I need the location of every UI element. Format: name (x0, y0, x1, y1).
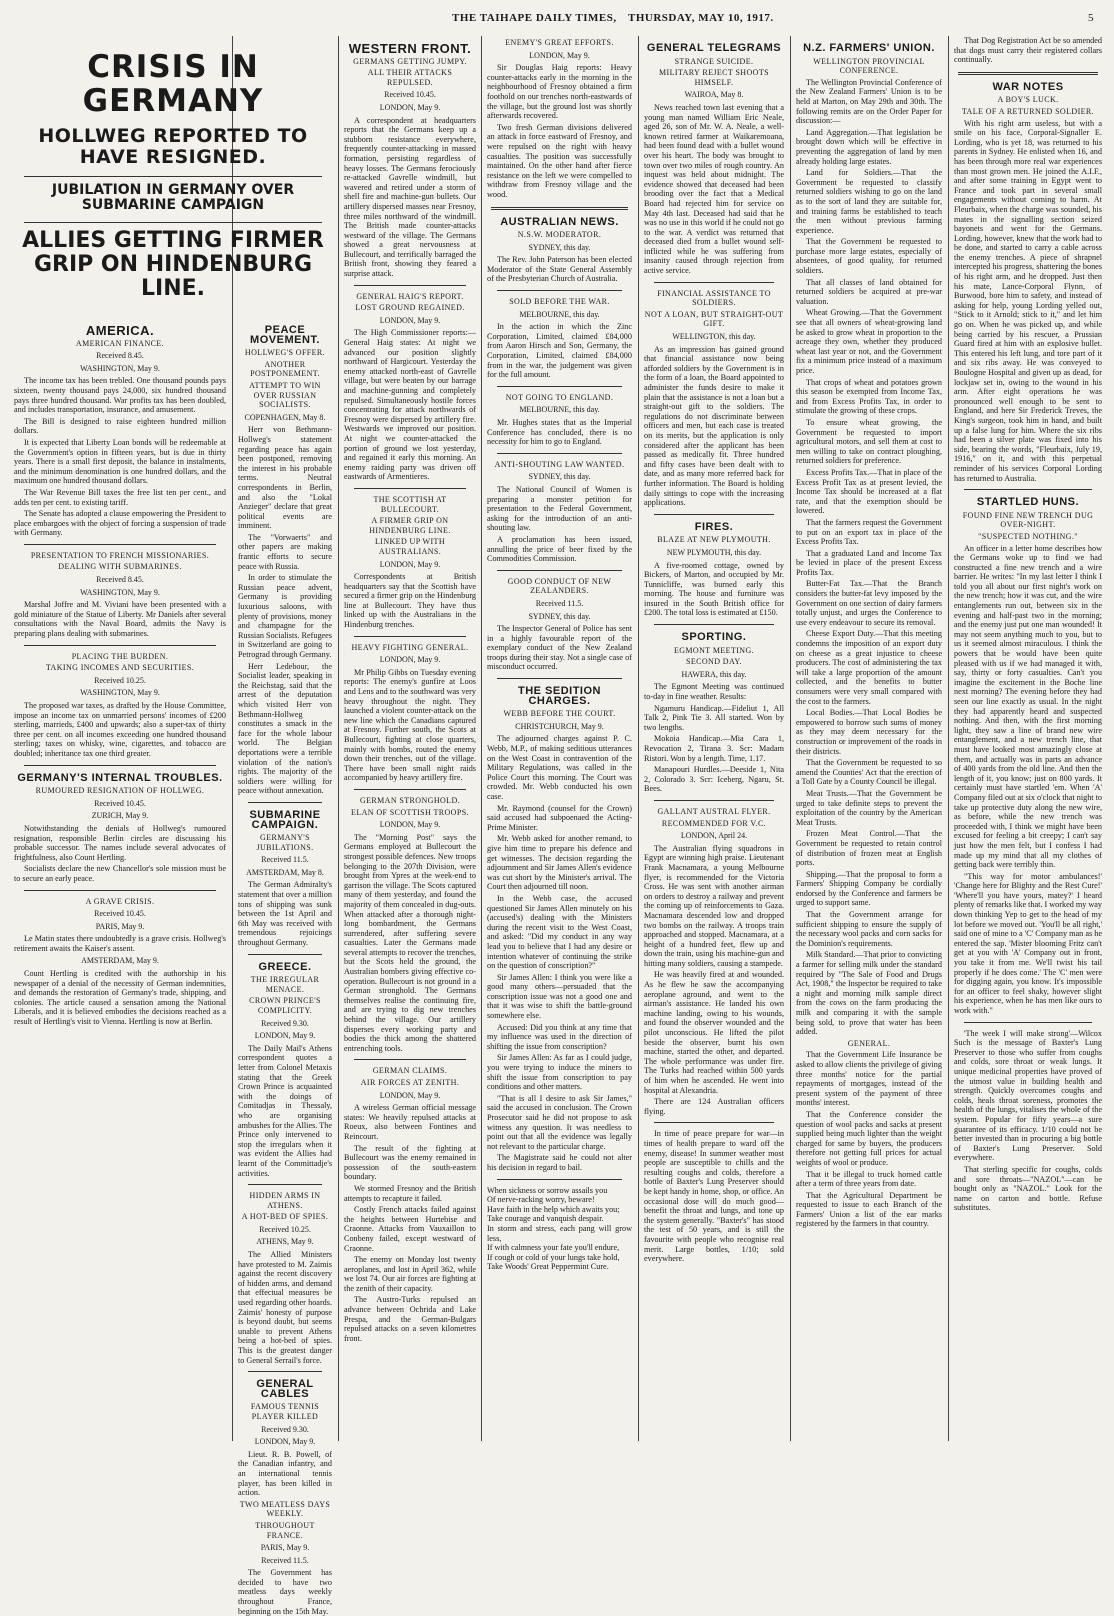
article-subheading: LINKED UP WITH AUSTRALIANS. (374, 537, 446, 556)
article-heading-sedition: THE SEDITION CHARGES. (517, 685, 601, 707)
article-heading-australian: AUSTRALIAN NEWS. (500, 215, 619, 228)
headline-deck-3: ALLIES GETTING FIRMER GRIP ON HINDENBURG LINE. (22, 227, 324, 302)
article-paragraph: It is expected that Liberty Loan bonds will be redeemable at the Government's option in fifteen years, but is due in thirty years. There is a small first deposit, the balance in instalments, and the minimum denomination is one hundred dollars, and the maximum one hundred thousand dollars. (14, 437, 226, 486)
dateline: LONDON, May 9. (379, 655, 441, 665)
article-paragraph: The Government has decided to have two meatless days weekly throughout France, beginning on the 15th May. (238, 1568, 332, 1616)
article-paragraph: A correspondent at headquarters reports that the Germans keep up a stubborn resistance everywhere, frequently counter-attacking in massed formation, persisting regardless of heavy losses. The Germans ferociously re-attacked Gavrelle windmill, but wavered and retired under a storm of shell fire and machine-gun bullets. Our artillery dispersed masses near Fresnoy, three miles northward of the windmill. The British made counter-attacks westward of the village. The Germans showed a great nervousness at Bullecourt, and terrifically barraged the British front, showing they feared a surprise attack. (344, 115, 476, 279)
article-subheading: N.S.W. MODERATOR. (517, 230, 602, 240)
poem-line: Of nerve-racking worry, beware! (487, 1195, 595, 1205)
page-number: 5 (1088, 12, 1094, 24)
dateline: ATHENS, May 9. (256, 1237, 314, 1247)
article-subheading: HOLLWEG'S OFFER. (244, 348, 326, 358)
poem-line: Have faith in the help which awaits you; (487, 1204, 620, 1214)
article-heading-fighting: HEAVY FIGHTING GENERAL. (351, 642, 469, 652)
dateline: ZURICH, May 9. (91, 811, 149, 821)
dateline: AMSTERDAM, May 8. (246, 867, 324, 877)
article-paragraph: Lieut. R. B. Powell, of the Canadian infantry, and an international tennis player, has been killed in action. (238, 1449, 332, 1498)
article-heading-farmers: N.Z. FARMERS' UNION. (803, 42, 935, 54)
dateline: LONDON, May 9. (379, 559, 441, 569)
poem-line: If cough or cold of your lungs take hold, (487, 1252, 620, 1262)
article-paragraph: The result of the fighting at Bullecourt was the enemy remained in possession of the south-eastern boundary. (344, 1143, 476, 1182)
divider (354, 789, 466, 790)
article-heading-stronghold: GERMAN STRONGHOLD. (359, 795, 461, 805)
article-heading-telegrams: GENERAL TELEGRAMS (646, 42, 782, 54)
dateline: LONDON, April 24. (680, 831, 748, 841)
received-time: Received 8.45. (96, 351, 144, 361)
article-paragraph: That crops of wheat and potatoes grown this season be exempted from Income Tax, and from Excess Profits Tax, in order to stimulate the growing of these crops. (796, 377, 942, 416)
received-time: Received 10.45. (94, 798, 146, 808)
article-paragraph: Milk Standard.—That prior to convicting a farmer for selling milk under the standard required by "The Sale of Food and Drugs Act, 1908," the Inspector be required to take a night and morning milk sample direct from the cows on the farm producing the milk and comparing it with the sample being sold, to prove that water has been added. (796, 950, 942, 1037)
poem-line: When sickness or sorrow assails you (487, 1185, 608, 1195)
poem-line: In storm and stress, each pang will grow less, (487, 1223, 632, 1243)
poem-line: Take courage and vanquish despair. (487, 1214, 604, 1224)
article-paragraph: Accused: Did you think at any time that my influence was used in the direction of shifting the issue from conscription? (487, 1022, 632, 1051)
article-paragraph: The Wellington Provincial Conference of the New Zealand Farmers' Union is to be held at Marton, on May 29th and 30th. The following remits are on the Order Paper for discussion:— (796, 77, 942, 126)
article-paragraph: That it be illegal to truck horned cattle after a term of three years from date. (796, 1169, 942, 1189)
article-subheading: ELAN OF SCOTTISH TROOPS. (351, 807, 469, 817)
article-paragraph: In the action in which the Zinc Corporation, Limited, claimed £84,000 from Aaron Hirsch and Son, Germany, the Corporation, Limited, claimed £84,000 from in the war, the judgement was given for the full amount. (487, 322, 632, 380)
received-time: Received 11.5. (535, 598, 584, 608)
article-heading-haig: GENERAL HAIG'S REPORT. (356, 291, 464, 301)
article-heading-sold: SOLD BEFORE THE WAR. (509, 297, 610, 307)
column-rule (638, 36, 639, 1441)
article-heading-burden: PLACING THE BURDEN. (71, 651, 169, 661)
poem-line: If with calmness your fate you'll endure, (487, 1243, 620, 1253)
dateline: LONDON, May 9. (529, 50, 590, 60)
dateline: LONDON, May 9. (379, 1090, 441, 1100)
article-paragraph: We stormed Fresnoy and the British attempts to recapture it failed. (344, 1183, 476, 1203)
article-paragraph: Shipping.—That the proposal to form a Farmers' Shipping Company be cordially endorsed by the Conference and farmers be urged to support same. (796, 869, 942, 908)
dateline: HAWERA, this day. (681, 669, 747, 679)
article-heading-grave: A GRAVE CRISIS. (85, 896, 155, 906)
article-subheading: AMERICAN FINANCE. (75, 338, 165, 348)
received-time: Received 11.5. (261, 1555, 309, 1565)
article-heading-enemy: ENEMY'S GREAT EFFORTS. (505, 38, 614, 47)
article-paragraph: Ngamuru Handicap.—Fideliut 1, All Talk 2, Pink Tie 3. All started. Won by two lengths. (644, 703, 784, 732)
article-paragraph: Sir James Allen: I think you were like a good many others—persuaded that the conscription issue was not a good one and that it was wise to shift the battle-ground somewhere else. (487, 972, 632, 1021)
article-paragraph: Count Hertling is credited with the authorship in his newspaper of a denial of the necessity of German indemnities, and demands the restoration of Germany's trade, shipping, and colonies. The article caused a sensation among the National Liberals, and it is believed embodies the decisions reached as a result of Hertling's visit to Vienna. Hertling is now at Berlin. (14, 969, 226, 1027)
dateline: LONDON, May 9. (254, 1437, 316, 1447)
article-subheading: BLAZE AT NEW PLYMOUTH. (657, 535, 771, 545)
article-paragraph: The income tax has been trebled. One thousand pounds pays sixteen, twenty thousand pays 24,000, six hundred thousand pays three hundred thousand. War profits tax has been doubled, and includes transportation, insurance, and amusement. (14, 376, 226, 415)
article-heading-peace: PEACE MOVEMENT. (250, 324, 320, 346)
article-paragraph: The proposed war taxes, as drafted by the House Committee, impose an income tax on unmarried persons' incomes of £200 sterling, marrieds, £400 and upwards; also a super-tax of thirty three per cent. on all incomes exceeding one hundred thousand sterling; taxes on whisky, wine, cigarettes, and tobacco are doubled; inheritance tax one third greater. (14, 701, 226, 758)
article-paragraph: The Bill is designed to raise eighteen hundred million dollars. (14, 416, 226, 436)
divider (654, 514, 774, 515)
article-subheading: ANOTHER POSTPONEMENT. (250, 359, 320, 379)
dateline: WASHINGTON, May 9. (80, 363, 160, 373)
article-subheading: GENERAL. (847, 1038, 891, 1048)
article-paragraph: Excess Profits Tax.—That in place of the Excess Profit Tax as at present levied, the Income Tax should be increased at a flat rate, and that the exemption should be lowered. (796, 467, 942, 516)
newspaper-title: THE TAIHAPE DAILY TIMES, (452, 12, 617, 24)
article-paragraph: Herr von Bethmann-Hollweg's statement regarding peace has again been postponed, removing the interest in his probable terms. Neutral correspondents in Berlin, and also the "Lokal Anzieger" declare that great political events are imminent. (238, 425, 332, 531)
article-heading-claims: GERMAN CLAIMS. (372, 1066, 448, 1076)
headline-deck-2: JUBILATION IN GERMANY OVER SUBMARINE CAMPAIGN (51, 181, 295, 214)
article-subheading: GERMANY'S JUBILATIONS. (256, 833, 314, 852)
received-time: Received 10.45. (384, 90, 436, 100)
article-subheading: "SUSPECTED NOTHING." (978, 531, 1078, 541)
article-paragraph: The "Morning Post" says the Germans employed at Bullecourt the strongest possible defences. New troops belonging to the 207th Division, were brought from Ypres at the week-end to garrison the village. The Scots captured many of them yesterday, and found the majority of them concealed in dug-outs. When attacked after a thorough night-long bombardment, the Germans surrendered, after suffering severe casualties. Later the Germans made several attempts to recover the trenches, but the Scots held the ground, the Australian bombers giving effective co-operation. Bullecourt is not ground in a German stronghold. The Germans themselves realise the continuing fire, and are trying to dig new trenches behind the village. Our artillery disperses every working party and bodies the thick among the shattered entrenching tools. (344, 832, 476, 1053)
article-heading-scottish: THE SCOTTISH AT BULLECOURT. (373, 494, 447, 514)
article-paragraph: The War Revenue Bill taxes the free list ten per cent., and adds ten per cent. to existing tariff. (14, 487, 226, 507)
article-paragraph: Mr. Hughes states that as the Imperial Conference has concluded, there is no necessity for him to go to England. (487, 418, 632, 447)
headline-deck-1: HOLLWEG REPORTED TO HAVE RESIGNED. (38, 125, 308, 169)
article-paragraph: In order to stimulate the Russian peace advent, Germany is providing luxurious saloons, with plenty of provisions, money and champagne for the Russian Socialists. Refugees in Switzerland are going to Petrograd through Germany. (238, 573, 332, 659)
article-paragraph: "This way for motor ambulances!' 'Change here for Blighty and the Rest Cure!' 'Where'll you have yours, matey?' I heard plenty of remarks like that. I worked my way down thinking Yep to get to the head of my lot before we moved out. 'You'll be all right,' said one of mine to a 'C' Company man as he entered the sap. 'Mister blooming Fritz can't get at you with 'A' Company out in front, you take it from me. We'll twist his tail properly if he does come.' The 'C' men were for digging again, you know. It's impossible for an officer to feel shaky, however slight his experience, when he has men like ours to work with." (954, 871, 1103, 1015)
dateline: COPENHAGEN, May 8. (244, 412, 326, 422)
article-heading-flyer: GALLANT AUSTRAL FLYER. (657, 806, 771, 816)
article-paragraph: That the Government be requested to purchase more large estates, especially of absentees, of good quality, for returned soldiers. (796, 237, 942, 276)
article-paragraph: Notwithstanding the denials of Hollweg's rumoured resignation, responsible Berlin circles are discussing his probable successor. The names include several advocates of frightfulness, also Count Hertling. (14, 823, 226, 862)
dateline: WAIROA, May 8. (684, 90, 744, 100)
article-paragraph: The Inspector General of Police has sent in a highly favourable report of the exemplary conduct of the New Zealand troops during their stay. Not a single case of misconduct occurred. (487, 624, 632, 672)
article-heading-sporting: SPORTING. (681, 631, 747, 644)
article-paragraph: The Magistrate said he could not alter his decision in regard to bail. (487, 1153, 632, 1172)
article-paragraph: The Daily Mail's Athens correspondent quotes a letter from Colonel Metaxis stating that the Greek Crown Prince is acquainted with the doings of Comitadjas in Thessaly, who are organising ambushes for the Allies. The Prince only intervened to stop the irregulars when it was evident the Allies had learnt of the Committadje's activities. (238, 1043, 332, 1178)
dateline: LONDON, May 9. (379, 820, 441, 830)
advert-paragraph: 'The week I will make strong'—Wilcox Such is the message of Baxter's Lung Preserver to those who suffer from coughs and colds, sore throat or weak lungs. It unique medicinal properties have proved of the utmost value in building health and strength. Quickly overcomes coughs and colds, heals throat soreness, promotes the health of the lungs, vitalises the whole of the system. Popular for fifty years—a sure guarantee of its efficacy. 1/10 could not be better invested than in procuring a big bottle of Baxter's Lung Preserver. Sold everywhere. (954, 1028, 1102, 1163)
article-paragraph: The adjourned charges against P. C. Webb, M.P., of making seditious utterances on the West Coast in contravention of the Military Regulations, was called in the Police Court this morning. The Court was crowded. Mr. Webb conducted his own case. (487, 734, 632, 801)
article-subheading: A FIRMER GRIP ON HINDENBURG LINE. (369, 516, 451, 535)
article-paragraph: Sir James Allen: As far as I could judge, you were trying to induce the miners to shift the issue from conscription to pay conditions and other matters. (487, 1053, 632, 1092)
article-paragraph: News reached town last evening that a young man named William Eric Neale, aged 26, son of Mr. W. A. Neale, a well-known retired farmer at Waikaremoana, had been found dead with a bullet wound over his heart. The body was brought to town over two miles of rough country. An inquest was held about midnight. The evidence showed that deceased had been brooding over the fact that a Medical Board had rejected him for service on May 4th last. Deceased had said that he was no use in this world if he could not go to the war. A verdict was returned that deceased died from a bullet wound self-inflicted while he was suffering from insanity caused through rejection from active service. (644, 102, 784, 276)
article-paragraph: The Austro-Turks repulsed an advance between Ochrida and Lake Prespa, and the German-Bulgars repulsed attacks on a seven kilometres front. (344, 1295, 476, 1343)
article-paragraph: Local Bodies.—That Local Bodies be empowered to borrow such sums of money as they may deem necessary for the construction or improvement of the roads in their districts. (796, 708, 942, 756)
article-paragraph: Mr. Raymond (counsel for the Crown) said accused had subpoenaed the Acting-Prime Minister. (487, 803, 632, 832)
article-paragraph: That the Government Life Insurance be asked to allow clients the privilege of giving three months' notice for the partial repayments of mortgages, instead of the present system of the payment of three months' interest. (796, 1050, 942, 1108)
dateline: SYDNEY, this day. (528, 472, 591, 482)
main-headline: CRISIS IN GERMANY (82, 49, 264, 120)
article-paragraph: Herr Ledebour, the Socialist leader, speaking in the Reichstag, said that the arrest of the deputation which visited Herr von Bethmann-Hollweg constitutes a smack in the face for the whole labour world. The Belgian deportations were a terrible violation of the nation's rights. The majority of the soldiers were willing for peace without annexation. (238, 661, 332, 796)
article-paragraph: That the Agricultural Department be requested to issue to each Branch of the Farmers' Union a list of the ear marks registered by the farmers in that country. (796, 1190, 942, 1229)
article-paragraph: That the farmers request the Government to put on an export tax in place of the Excess Profits Tax. (796, 517, 942, 547)
article-paragraph: Socialists declare the new Chancellor's sole mission must be to secure an early peace. (14, 864, 226, 883)
article-paragraph: The High Commissioner reports:—General Haig states: At night we advanced our position slightly northward of Hargicourt. Yesterday the enemy attacked north-east of Gavrelle village, but were beaten by our barrage and machine-gunning and completely repulsed. Simultaneously hostile forces concentrating for attack northwards of Fresnoy were dispersed by artillery fire. Westwards we improved our position. At night we counter-attacked the portion of ground we lost yesterday, and regained it early this morning. An enemy raiding party was driven off eastwards of Armentieres. (344, 328, 476, 482)
dateline: PARIS, May 9. (95, 921, 145, 931)
article-paragraph: In the Webb case, the accused questioned Sir James Allen minutely on his (accused's) dealing with the Ministers during the recent visit to the West Coast, and asked: "Did my conduct in any way lead you to believe that I had any desire or intention whatever of continuing the strike on the question of conscription?" (487, 893, 632, 971)
dateline: SYDNEY, this day. (528, 242, 591, 252)
article-paragraph: The Senate has adopted a clause empowering the President to place embargoes with the object of forcing a suspension of trade with Germany. (14, 509, 226, 538)
article-heading-missionaries: PRESENTATION TO FRENCH MISSIONARIES. (30, 550, 210, 560)
article-paragraph: A five-roomed cottage, owned by Bickers, of Marton, and occupied by Mr. Tunnicliffe, was burned early this morning. The house and furniture was insured in the South British office for £200. The total loss is estimated at £150. (644, 560, 784, 618)
column-4 (487, 36, 632, 1441)
divider (964, 489, 1092, 490)
article-subheading: ATTEMPT TO WIN OVER RUSSIAN SOCIALISTS. (249, 380, 321, 410)
article-paragraph: The National Council of Women is preparing a monster petition for presentation to the Federal Government, asking for the introduction of an anti-shouting law. (487, 484, 632, 533)
article-paragraph: The Egmont Meeting was continued to-day in fine weather. Results: (644, 682, 784, 702)
article-paragraph: An officer in a letter home describes how the Germans woke up to find we had constructed a fine new trench and a wire barrier. He writes: "In my last letter I think I told you all about our first night's work on the new trench; how it was cut, and the wire entanglements run out, between six in the evening and half-past two in the morning; and the enemy just put one man wounded! It may not seem anything much to you, but to us it seemed almost miraculous. I think the powers that be would have been quite pleased with us if we had managed it with, say, thirty or forty casualties. Can't you imagine the excitement in the Boche line next morning? The evening before they had seen our line exactly as usual. In the night they had apparently heard and suspected nothing. And then, with the first morning light, they saw a line of brand new wire entanglement, and a new trench line, that must have looked most amazingly close at them, and actually was in parts an advance of 400 yards from the old line. And then the length of it, you know; just on 800 yards. It certainly must have startled 'em. When 'A' Company filed out at six o'clock that night to take up protective duty along the new wire, as before, while the new trench was proceeded with, I think we might have been excused for feeling a bit creepy; I can't say just how the men felt, but I confess I had made up my mind that all my clothes of getting back were terribly thin. (954, 543, 1102, 870)
article-subheading: SECOND DAY. (686, 657, 742, 667)
article-subheading: THROUGHOUT FRANCE. (255, 1520, 315, 1540)
received-time: Received 9.30. (261, 1424, 309, 1434)
column-rule (790, 36, 791, 1441)
article-heading-western: WESTERN FRONT. (348, 41, 472, 56)
article-paragraph: The Allied Ministers have protested to M. Zaimis against the recent discovery of hidden arms, and demand that effectual measures be used regarding other hoards. Zaimis' honesty of purpose is beyond doubt, but seems unable to prevent Athens being a hot-bed of spies. This is the greatest danger to General Serrail's force. (238, 1250, 332, 1365)
column-5 (644, 36, 784, 1441)
article-paragraph: The enemy on Monday lost twenty aeroplanes, and lost in April 362, while we lost 74. Our air forces are fighting at the zenith of their capacity. (344, 1255, 476, 1293)
article-paragraph: Cheese Export Duty.—That this meeting condemns the imposition of an export duty on cheese as a great injustice to cheese producers. The cost of administering the tax will take a large proportion of the amount collected, and the benefits to butter consumers were very small compared with the cost to the farmers. (796, 629, 942, 706)
article-subheading: CROWN PRINCE'S COMPLICITY. (249, 996, 321, 1015)
dateline: MELBOURNE, this day. (519, 309, 600, 319)
article-paragraph: With his right arm useless, but with a smile on his face, Corporal-Signaller E. Lording, who is yet 18, was returned to his parents in Sydney. He enlisted when 16, and has been through more real war experiences than most grown men. He joined the A.I.F., and after some training in Egypt went to France and took part in several small engagements without coming to harm. At Fleurbaix, when the charge was sounded, his mates in the signalling section seized bayonets and went for the Germans. Lording, however, knew that the work had to be done, and started to carry a cable across the enemy trenches. A piece of shrapnel intercepted his progress, shattering the bones of his right arm, and he dropped. Just then his mate, Lance-Corporal Flynn, of Burwood, bore him to safety, and instead of asking for help, young Lording yelled out, "Stick to it Arnold; stick to it," and let him go on. When he was picked up, and while being carried by his rescuer, a Prussian Guard fired at him with an explosive bullet. This entered his left lung, and tore part of it and six ribs away. He was conveyed to Boulogne Hospital and given up as dead, for lockjaw set in, owing to the wound in his arm. After eight operations he was pronounced well enough to be sent to England, and here Sir Frederick Treves, the King's surgeon, took him in hand, and built up a false lung for him. Where the six ribs had been a silver plate was fixed into his side, bearing the words, "Fleurbaix, July 19, 1916," on it, and with this perpetual reminder of his services Corporal Lording has returned to Australia. (954, 118, 1102, 483)
article-heading-submarine: SUBMARINE CAMPAIGN. (249, 808, 321, 831)
advert-paragraph: In time of peace prepare for war—in times of health prepare to ward off the enemy, disease! In summer weather most people are susceptible to chills and the resulting coughs and colds, therefore a bottle of Baxter's Lung Preserver should be kept handy in home, shop, or office. An occasional dose will do much good—benefit the throat and lungs, and tone up the system generally. "Baxter's" has stood the test of 50 years, and is still the favourite with people who recognise real merit. Large bottles, 1/10; sold everywhere. (644, 1129, 784, 1264)
article-subheading: EGMONT MEETING. (673, 645, 755, 655)
divider (24, 645, 216, 646)
article-heading-fires: FIRES. (694, 520, 734, 533)
article-subheading: DEALING WITH SUBMARINES. (58, 562, 182, 572)
divider (354, 636, 466, 637)
divider (654, 282, 774, 283)
article-paragraph: A proclamation has been issued, annulling the price of beer fixed by the Commodities Commission. (487, 534, 632, 564)
article-paragraph: The Australian flying squadrons in Egypt are winning high praise. Lieutenant Frank Macnamara, a young Melbourne flyer, is recommended for the Victoria Cross. He was sent with another airman on orders to destroy a railway and prevent the coming up of reinforcements to Gaza. Macnamara descended low and dropped two bombs on the railway. A troops train approached and stopped. Macnamara, at a height of a hundred feet, flew up and down the train, using his machine-gun and hitting many soldiers, causing a stampede. (644, 843, 784, 968)
article-heading-internal: GERMANY'S INTERNAL TROUBLES. (17, 771, 223, 784)
article-paragraph: That all classes of land obtained for returned soldiers be acquired at pre-war valuation. (796, 277, 942, 306)
column-6 (796, 36, 942, 1441)
column-rule (481, 36, 482, 1441)
dateline: WELLINGTON, this day. (672, 332, 756, 342)
article-paragraph: Two fresh German divisions delivered an attack in force eastward of Fresnoy, and were repulsed on the right with heavy casualties. The position was successfully maintained. On the other hand after fierce resistance on the left we were compelled to withdraw from Fresnoy village and the wood. (487, 122, 632, 199)
issue-date: THURSDAY, MAY 10, 1917. (628, 12, 774, 24)
dateline: LONDON, May 9. (379, 315, 441, 325)
article-subheading: GERMANS GETTING JUMPY. (353, 56, 467, 66)
article-heading-meatless: TWO MEATLESS DAYS WEEKLY. (239, 1499, 331, 1519)
front-banner (14, 36, 332, 302)
article-heading-huns: STARTLED HUNS. (976, 496, 1080, 509)
dateline: CHRISTCHURCH, May 9. (515, 721, 604, 731)
dateline: PARIS, May 9. (260, 1543, 310, 1553)
divider (354, 1059, 466, 1060)
article-paragraph: "That is all I desire to ask Sir James," said the accused in conclusion. The Crown Prosecutor said he did not propose to ask witness any question. It was needless to point out that all the evidence was legally not relevant to the particular charge. (487, 1093, 632, 1151)
column-2 (238, 318, 332, 1616)
article-subheading: FOUND FINE NEW TRENCH DUG OVER-NIGHT. (962, 510, 1094, 530)
poem-line: Take Woods' Great Peppermint Cure. (487, 1262, 609, 1272)
article-paragraph: Frozen Meat Control.—That the Government be requested to retain control of distribution of frozen meat at English ports. (796, 829, 942, 868)
article-paragraph: Wheat Growing.—That the Government see that all owners of wheat-growing land be asked to grow wheat in proportion to the acreage they own, whether they produced wheat last year or not, and the Government fix a minimum price instead of a maximum price. (796, 308, 942, 375)
article-paragraph: Le Matin states there undoubtedly is a grave crisis. Hollweg's retirement awaits the Kaiser's assent. (14, 934, 226, 953)
article-paragraph: Mokoia Handicap.—Mia Cara 1, Revocation 2, Tirana 3. Scr: Madam Ristori. Won by a length. Time, 1.17. (644, 734, 784, 763)
column-rule (948, 36, 949, 1441)
article-heading-financial: FINANCIAL ASSISTANCE TO SOLDIERS. (657, 288, 771, 308)
article-subheading: WEBB BEFORE THE COURT. (503, 709, 616, 719)
article-paragraph: Costly French attacks failed against the heights between Hurtebise and Craonne. Attacks from Vauxaillon to Conbeny failed, except westward of Craonne. (344, 1205, 476, 1253)
article-paragraph: That Dog Registration Act be so amended that dogs must carry their registered collars continually. (954, 36, 1102, 65)
article-subheading: RECOMMENDED FOR V.C. (661, 818, 767, 828)
divider (248, 1184, 322, 1185)
divider (248, 802, 322, 803)
article-paragraph: That the Government arrange for sufficient shipping to ensure the supply of the necessary wool packs and corn sacks for the Dominion's requirements. (796, 910, 942, 948)
article-subheading: A HOT-BED OF SPIES. (241, 1212, 329, 1222)
advert-paragraph: That sterling specific for coughs, colds and sore throats—"NAZOL"—can be bought only as "NAZOL." Look for the name on carton and bottle. Refuse substitutes. (954, 1164, 1102, 1213)
article-paragraph: He was heavily fired at and wounded. As he flew he saw the accompanying aeroplane aground, and went to the airman's assistance. He landed his own machine landing, owing to his wounds, and found the observer wounded and the pilot unconscious. He lifted the pilot beside the observer, burnt his own machine, started the other, and departed. The whole performance was under fire. The Turks had reached within 500 yards of him when he ascended. He went into hospital at Alexandria. (644, 970, 784, 1095)
article-heading-greece: GREECE. (258, 960, 312, 973)
divider (354, 285, 466, 286)
article-paragraph: Correspondents at British headquarters say that the Scottish have secured a firmer grip on the Hindenburg line at Bullecourt. They have thus linked up with the Australians in the Hindenburg trenches. (344, 572, 476, 630)
column-7 (954, 36, 1102, 1441)
divider (497, 678, 622, 679)
article-paragraph: The Rev. John Paterson has been elected Moderator of the State General Assembly of the Presbyterian Church of Australia. (487, 255, 632, 284)
article-subheading: LOST GROUND REGAINED. (355, 303, 465, 313)
article-paragraph: Marshal Joffre and M. Viviani have been presented with a gold miniature of the Statue of Liberty. Mr Daniels after several consultations with the Naval Board, admits the Navy is preparing plans dealing with submarines. (14, 600, 226, 639)
divider (958, 72, 1098, 75)
article-heading-shouting: ANTI-SHOUTING LAW WANTED. (494, 459, 625, 469)
article-heading-england: NOT GOING TO ENGLAND. (505, 392, 614, 402)
column-1 (14, 318, 226, 1441)
dateline: NEW PLYMOUTH, this day. (666, 547, 762, 557)
article-heading-warnotes: WAR NOTES (992, 80, 1064, 93)
article-paragraph: Land for Soldiers.—That the Government be requested to classify returned soldiers wishing to go on the land as to the sort of land they are suitable for, and training farms be established to teach the men without previous farming experience. (796, 168, 942, 235)
masthead (0, 8, 1114, 28)
article-subheading: A BOY'S LUCK. (997, 95, 1059, 105)
article-heading-america: AMERICA. (85, 323, 155, 338)
article-paragraph: That the Government be requested to so amend the Counties' Act that the erection of a Toll Gate by a County Council be illegal. (796, 758, 942, 787)
divider (248, 1371, 322, 1372)
article-paragraph: To ensure wheat growing, the Government be requested to import agricultural motors, and sell them at cost to men willing to take on contract ploughing, returned soldiers for preference. (796, 417, 942, 466)
article-paragraph: Sir Douglas Haig reports: Heavy counter-attacks early in the morning in the neighbourhood of Fresnoy obtained a firm foothold on our trenches north-eastwards of the village, but the ground lost was shortly afterwards recovered. (487, 63, 632, 121)
article-subheading: AIR FORCES AT ZENITH. (360, 1078, 460, 1087)
column-3 (344, 36, 476, 1441)
article-subheading: STRANGE SUICIDE. (674, 56, 754, 66)
article-paragraph: The "Vorwaerts" and other papers are making frantic efforts to secure peace with Russia. (238, 532, 332, 571)
divider (654, 624, 774, 625)
divider (24, 222, 322, 223)
dateline: LONDON, May 9. (379, 102, 441, 112)
article-paragraph: Land Aggregation.—That legislation be brought down which will be effective in preventing the aggregation of land by men already holding large estates. (796, 127, 942, 166)
divider (491, 207, 628, 210)
divider (497, 290, 622, 291)
divider (24, 544, 216, 545)
article-paragraph: That a graduated Land and Income Tax be levied in place of the present Excess Profits Tax. (796, 548, 942, 577)
article-subheading: NOT A LOAN, BUT STRAIGHT-OUT GIFT. (644, 309, 784, 329)
article-paragraph: Mr. Webb asked for another remand, to give him time to prepare his defence and get witnesses. The decision regarding the adjournment and Sir James Allen's evidence was cut short by the Minister's arrival. The Court then adjourned till noon. (487, 834, 632, 892)
article-subheading: FAMOUS TENNIS PLAYER KILLED (250, 1402, 320, 1421)
divider (654, 800, 774, 801)
article-paragraph: The German Admiralty's statement that over a million tons of shipping was sunk between the 1st April and 6th May was received with tremendous rejoicings throughout Germany. (238, 880, 332, 948)
article-subheading: THE IRREGULAR MENACE. (250, 975, 320, 994)
dateline: WASHINGTON, May 9. (80, 688, 160, 698)
received-time: Received 11.5. (261, 855, 309, 865)
article-paragraph: That the Conference consider the question of wool packs and sacks at present supplied being much lighter than the weight charged for same by buyers, the producers therefore not getting full prices for actual weights of wool or produce. (796, 1109, 942, 1167)
divider (964, 1022, 1092, 1023)
article-subheading: TALE OF A RETURNED SOLDIER. (961, 106, 1095, 116)
article-paragraph: Mr Philip Gibbs on Tuesday evening reports: The enemy's gunfire at Loos and Lens and to the southward was very heavy throughout the night. They launched a violent counter-attack on the new line which the Canadians captured at Fresnoy. Further south, the Scots at Bullecourt, fighting at close quarters, mainly with bombs, routed the enemy down their trenches, out of the village. There have been small night raids accompanied by heavy artillery fire. (344, 667, 476, 783)
divider (497, 1179, 622, 1180)
received-time: Received 10.25. (259, 1224, 311, 1234)
divider (24, 890, 216, 891)
received-time: Received 9.30. (261, 1018, 309, 1028)
article-paragraph: Butter-Fat Tax.—That the Branch considers the butter-fat levy imposed by the Government on one section of dairy farmers totally unjust, and urges the Conference to use every endeavour to secure its removal. (796, 579, 942, 627)
divider (654, 1122, 774, 1123)
dateline: WASHINGTON, May 9. (80, 587, 160, 597)
article-heading-conduct: GOOD CONDUCT OF NEW ZEALANDERS. (507, 576, 612, 596)
divider (248, 954, 322, 955)
divider (497, 386, 622, 387)
article-subheading: TAKING INCOMES AND SECURITIES. (45, 663, 195, 673)
divider (497, 570, 622, 571)
divider (24, 176, 322, 177)
article-heading-cables: GENERAL CABLES (256, 1378, 314, 1400)
article-subheading: ALL THEIR ATTACKS REPULSED. (367, 68, 453, 87)
received-time: Received 8.45. (96, 575, 144, 585)
article-subheading: WELLINGTON PROVINCIAL CONFERENCE. (813, 56, 925, 76)
received-time: Received 10.25. (94, 675, 146, 685)
dateline: AMSTERDAM, May 9. (81, 956, 159, 966)
article-subheading: MILITARY REJECT SHOOTS HIMSELF. (659, 68, 769, 87)
article-paragraph: As an impression has gained ground that financial assistance now being afforded soldiers by the Government is in the form of a loan, the Board appointed to administer the funds desire to make it plain that the assistance is not a loan but a straight-out gift to the soldiers. The regulations do not discriminate between officers and men, but each case is treated on its merits, but the application is only considered after the applicant has been passed as medically fit. Three hundred and fifty cases have been dealt with to date, and as many more referred back for further information. The Board is holding daily sittings to cope with the increasing applications. (644, 344, 784, 508)
article-heading-athens: HIDDEN ARMS IN ATHENS. (249, 1191, 321, 1210)
article-paragraph: Manapouri Hurdles.—Deeside 1, Nita 2, Colorado 3. Scr: Iceberg, Ngaru, St. Bees. (644, 765, 784, 794)
dateline: LONDON, May 9. (254, 1031, 316, 1041)
article-paragraph: Meat Trusts.—That the Government be urged to take definite steps to prevent the exploitation of the country by the American Meat Trusts. (796, 788, 942, 827)
divider (24, 765, 216, 766)
dateline: MELBOURNE, this day. (519, 405, 600, 415)
article-paragraph: A wireless German official message states: We heavily repulsed attacks at Roeux, also between Fontines and Reincourt. (344, 1103, 476, 1141)
divider (497, 453, 622, 454)
column-rule (338, 36, 339, 1441)
article-subheading: RUMOURED RESIGNATION OF HOLLWEG. (35, 786, 205, 796)
dateline: SYDNEY, this day. (528, 611, 591, 621)
advert-poem (487, 1186, 632, 1272)
divider (354, 488, 466, 489)
article-paragraph: There are 124 Australian officers flying. (644, 1097, 784, 1116)
received-time: Received 10.45. (94, 909, 146, 919)
